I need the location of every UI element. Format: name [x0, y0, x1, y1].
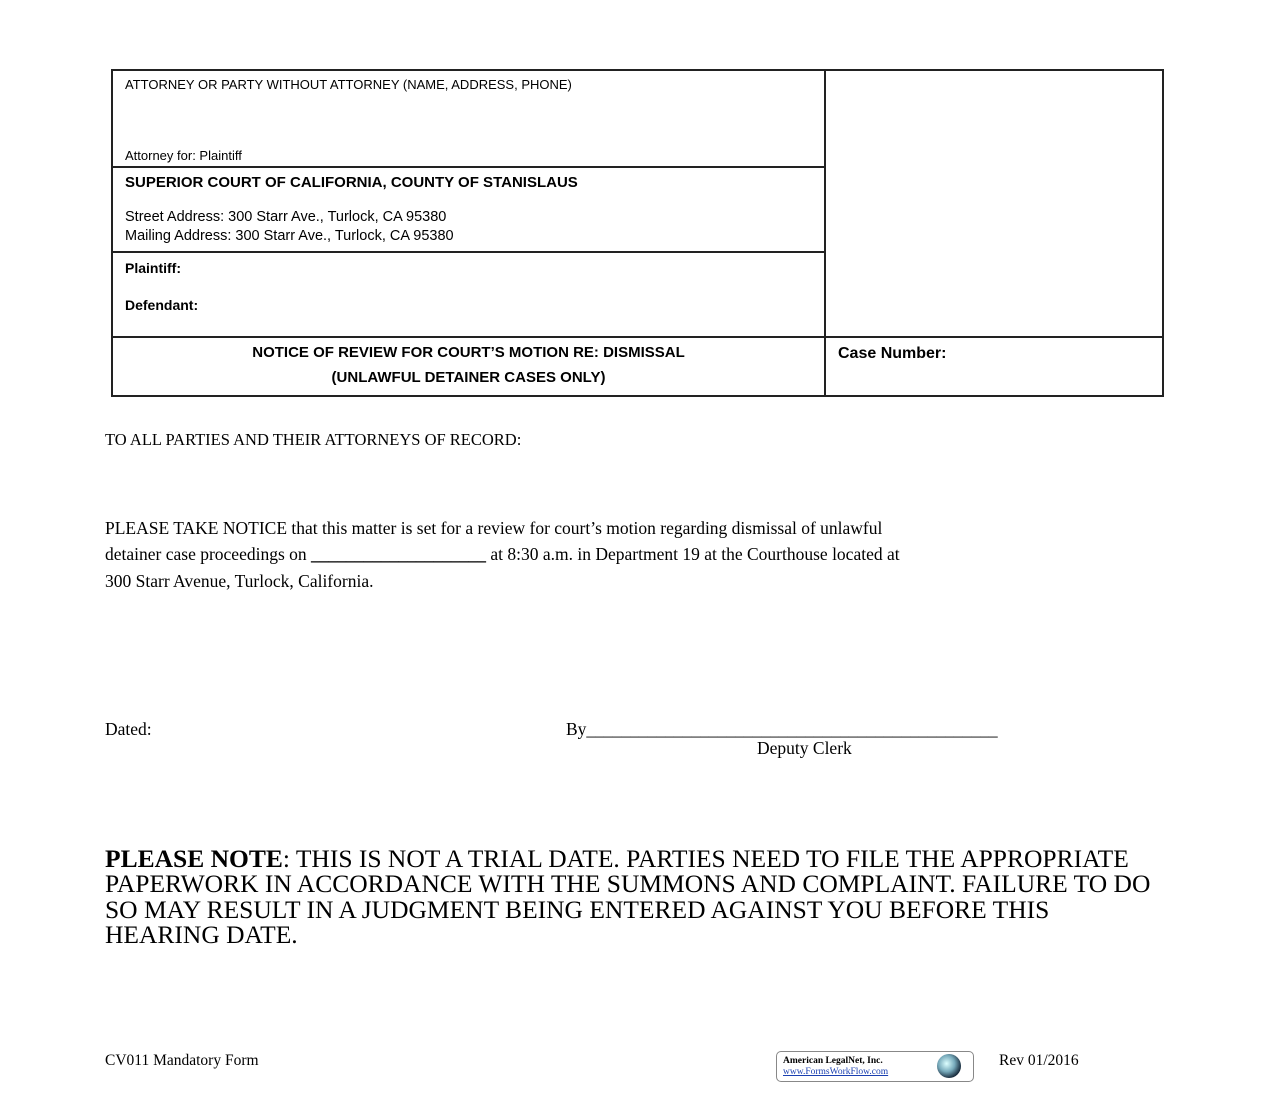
- globe-icon: [937, 1054, 961, 1078]
- notice-paragraph-line2: [105, 544, 900, 565]
- mailing-address: Mailing Address: 300 Starr Ave., Turlock, CA 95380: [125, 228, 454, 244]
- notice-paragraph-line1: PLEASE TAKE NOTICE that this matter is set for a review for court’s motion regarding dismissal of unlawful: [105, 518, 883, 538]
- revision-date: Rev 01/2016: [999, 1052, 1079, 1069]
- notice-paragraph-text: at 8:30 a.m. in Department 19 at the Courthouse located at: [490, 544, 900, 564]
- attorney-for: Attorney for: Plaintiff: [125, 148, 242, 163]
- logo-url[interactable]: www.FormsWorkFlow.com: [783, 1067, 889, 1077]
- court-name: SUPERIOR COURT OF CALIFORNIA, COUNTY OF STANISLAUS: [125, 174, 578, 191]
- please-note-text: : THIS IS NOT A TRIAL DATE. PARTIES NEED TO FILE THE APPROPRIATE PAPERWORK IN ACCORDANCE WITH THE SUMMONS AND COMPLAINT. FAILURE TO DO SO MAY RESULT IN A JUDGMENT BEING ENTERED AGAINST YOU BEFORE THIS HEARING DATE.: [105, 844, 1151, 949]
- please-note-label: PLEASE NOTE: [105, 844, 283, 873]
- defendant-label: Defendant:: [125, 297, 199, 313]
- attorney-label: ATTORNEY OR PARTY WITHOUT ATTORNEY (NAME, ADDRESS, PHONE): [125, 77, 572, 92]
- street-address: Street Address: 300 Starr Ave., Turlock, CA 95380: [125, 209, 447, 225]
- salutation: TO ALL PARTIES AND THEIR ATTORNEYS OF RECORD:: [105, 430, 522, 449]
- form-id: CV011 Mandatory Form: [105, 1052, 259, 1069]
- dated-label: Dated:: [105, 719, 152, 739]
- hearing-date-blank[interactable]: ____________________: [311, 544, 487, 564]
- notice-paragraph-text: detainer case proceedings on: [105, 544, 307, 564]
- case-number-label: Case Number:: [838, 345, 947, 362]
- form-title-line1: NOTICE OF REVIEW FOR COURT’S MOTION RE: DISMISSAL: [252, 344, 685, 361]
- logo-company: American LegalNet, Inc.: [783, 1056, 883, 1066]
- plaintiff-label: Plaintiff:: [125, 260, 181, 276]
- signature-line[interactable]: By_______________________________________________: [566, 719, 998, 739]
- please-note: [105, 846, 1165, 947]
- form-title-line2: (UNLAWFUL DETAINER CASES ONLY): [331, 369, 606, 386]
- deputy-clerk-label: Deputy Clerk: [757, 738, 852, 758]
- american-legalnet-logo: [776, 1051, 974, 1082]
- notice-paragraph-line3: 300 Starr Avenue, Turlock, California.: [105, 571, 374, 591]
